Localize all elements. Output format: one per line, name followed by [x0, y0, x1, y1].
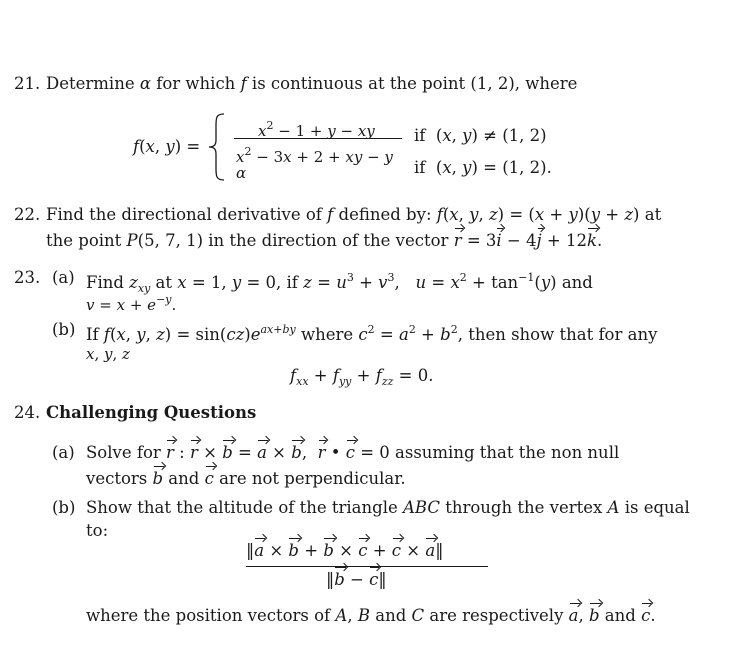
q21-numerator: $x^2 - 1 + y$ − xy — [258, 119, 375, 140]
q23-a-label: (a) — [52, 268, 75, 287]
question-22-line1: Find the directional derivative of f defined by: f(x, y, z) = (x + y)(y + z) at — [46, 205, 662, 224]
question-23-number: 23. — [14, 268, 41, 287]
question-22-number: 22. — [14, 205, 41, 224]
q23-b-label: (b) — [52, 320, 76, 339]
question-24-number: 24. — [14, 403, 41, 422]
q24-b-line2: to: — [86, 521, 109, 540]
q23-a-line2: $v = x + e^{-y}$. — [86, 293, 177, 314]
q24-b-last: where the position vectors of A, B and C are respectively a, b and c. — [86, 606, 656, 625]
q21-alpha: α — [236, 164, 247, 182]
q21-cond1: if (x, y) ≠ (1, 2) — [414, 126, 547, 145]
q23-b-line1: If f(x, y, $z) = \sin(cz)e^{ax+by}$ where $c^2 = a^2 + b^2$, then show that for any — [86, 323, 658, 344]
q24-b-line1: Show that the altitude of the triangle ABC through the vertex A is equal — [86, 498, 690, 517]
q21-fraction-bar — [234, 138, 402, 139]
q24-a-label: (a) — [52, 443, 75, 462]
q24-title: Challenging Questions — [46, 403, 257, 422]
q24-b-numerator: ‖a × b + b × c + c × a‖ — [246, 541, 444, 560]
question-22-line2: the point P(5, 7, 1) in the direction of the vector r = 3i − 4j + 12k. — [46, 231, 603, 250]
q24-b-denominator: ‖b − c‖ — [326, 570, 387, 589]
q24-a-line2: vectors b and c are not perpendicular. — [86, 469, 406, 488]
q23-b-eq: $f_{xx} + f_{yy} + f_{zz} = 0$. — [290, 366, 434, 388]
q21-left-brace — [206, 112, 228, 182]
q24-fraction-bar — [246, 566, 488, 567]
q23-a-line1: Find $z_{xy}$ at x = 1, y = 0, if $z = u^3 + v^3$, $u = x^2 + \tan^{-1}(y)$ and — [86, 271, 593, 295]
q24-a-line1: Solve for r : r × b = a × b, r • c = 0 assuming that the non null — [86, 443, 620, 462]
question-21-text: Determine α for which f is continuous at the point (1, 2), where — [46, 74, 578, 93]
question-21-number: 21. — [14, 74, 41, 93]
q21-lhs: f(x, y) = — [133, 137, 201, 156]
q21-cond2: if (x, y) = (1, 2). — [414, 158, 552, 177]
q23-b-line2: x, y, z — [86, 345, 130, 363]
q24-b-label: (b) — [52, 498, 76, 517]
q21-denominator: $x^2 - 3x + 2$ + xy − y — [236, 145, 393, 166]
